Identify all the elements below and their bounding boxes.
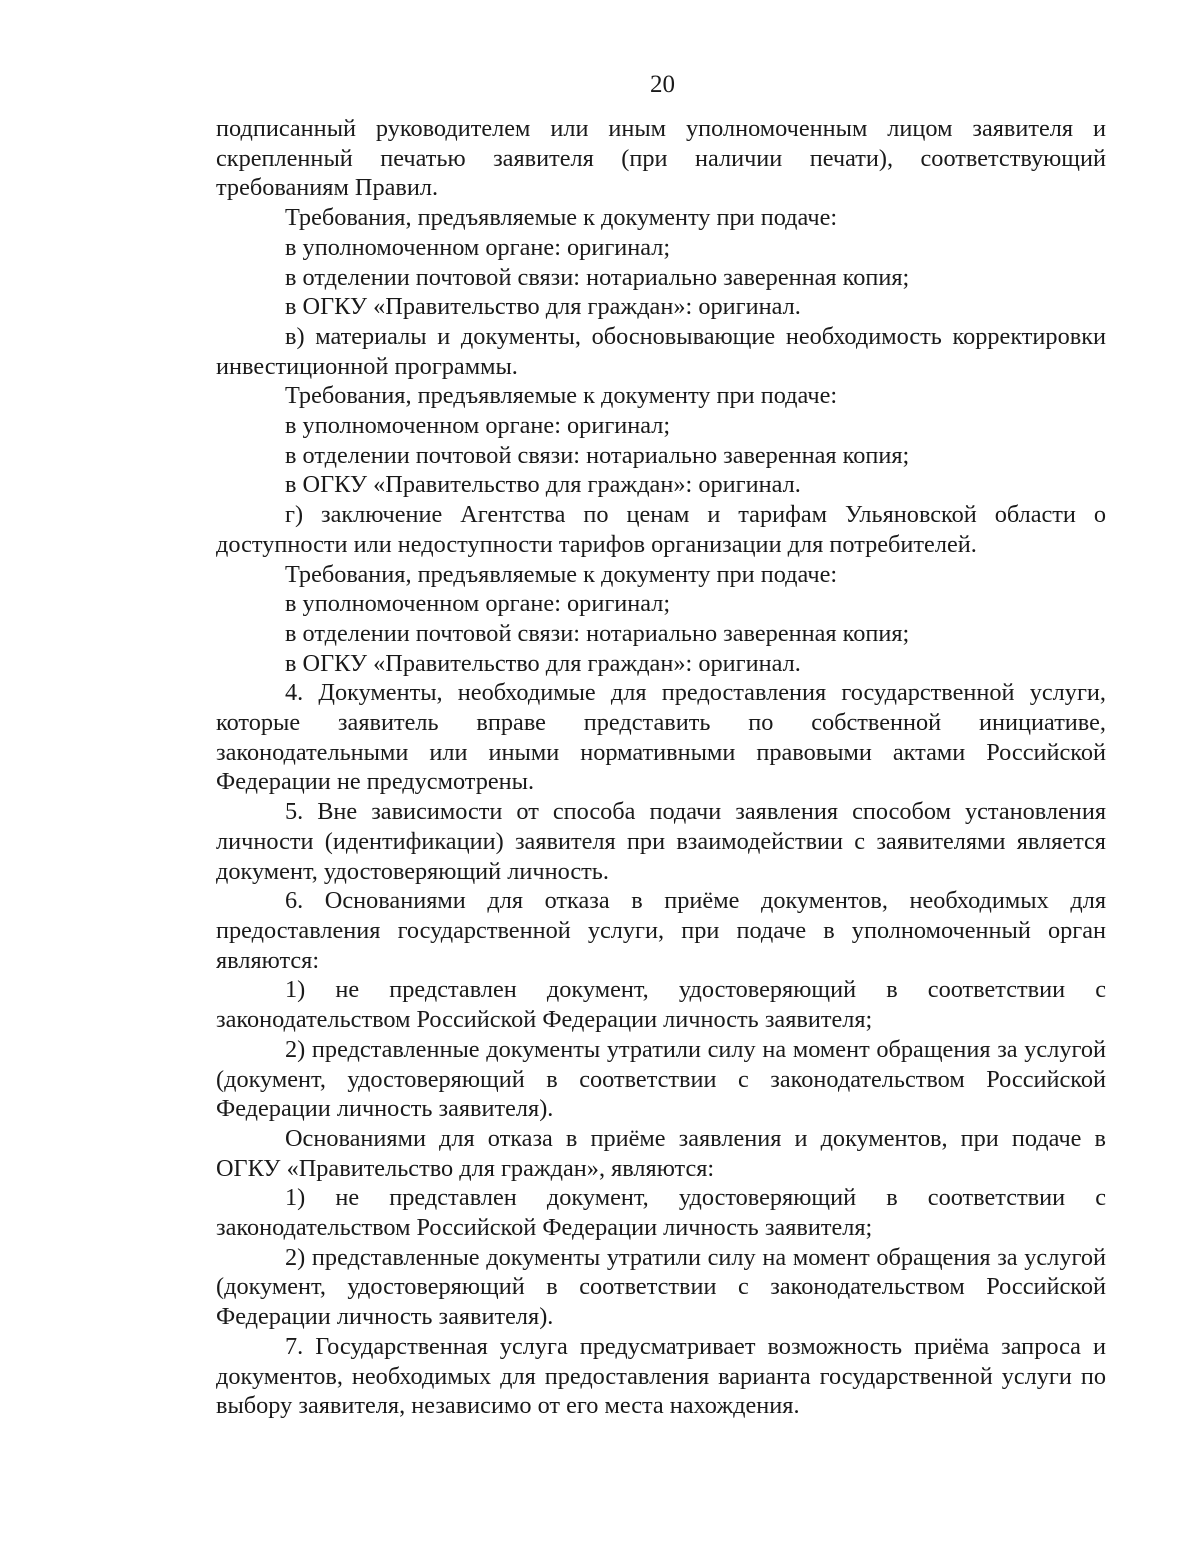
- paragraph-19: 1) не представлен документ, удостоверяющий в соответствии с законодательством Российской Федерации личность заявителя;: [216, 976, 1106, 1034]
- paragraph-22: 1) не представлен документ, удостоверяющий в соответствии с законодательством Российской Федерации личность заявителя;: [216, 1184, 1106, 1242]
- paragraph-17: 5. Вне зависимости от способа подачи заявления способом установления личности (идентификации) заявителя при взаимодействии с заявителями является документ, удостоверяющий личность.: [216, 798, 1106, 885]
- paragraph-6: в) материалы и документы, обосновывающие необходимость корректировки инвестиционной программы.: [216, 322, 1106, 380]
- paragraph-5: в ОГКУ «Правительство для граждан»: оригинал.: [285, 293, 801, 321]
- paragraph-2: Требования, предъявляемые к документу при подаче:: [285, 204, 838, 232]
- paragraph-11: г) заключение Агентства по ценам и тарифам Ульяновской области о доступности или недоступности тарифов организации для потребителей.: [216, 501, 1106, 558]
- paragraph-24: 7. Государственная услуга предусматривает возможность приёма запроса и документов, необходимых для предоставления варианта государственной услуги по выбору заявителя, независимо от его места нахождения.: [216, 1332, 1106, 1420]
- paragraph-18: 6. Основаниями для отказа в приёме документов, необходимых для предоставления государственной услуги, при подаче в уполномоченный орган являются:: [216, 887, 1106, 974]
- paragraph-1: подписанный руководителем или иным уполномоченным лицом заявителя и скрепленный печатью заявителя (при наличии печати), соответствующий требованиям Правил.: [216, 115, 1106, 202]
- paragraph-13: в уполномоченном органе: оригинал;: [285, 590, 671, 618]
- paragraph-4: в отделении почтовой связи: нотариально заверенная копия;: [285, 263, 910, 291]
- paragraph-23: 2) представленные документы утратили силу на момент обращения за услугой (документ, удостоверяющий в соответствии с законодательством Российской Федерации личность заявителя).: [216, 1243, 1106, 1331]
- paragraph-3: в уполномоченном органе: оригинал;: [285, 233, 671, 261]
- paragraph-9: в отделении почтовой связи: нотариально заверенная копия;: [285, 441, 910, 469]
- paragraph-15: в ОГКУ «Правительство для граждан»: оригинал.: [285, 649, 801, 677]
- paragraph-14: в отделении почтовой связи: нотариально заверенная копия;: [285, 619, 910, 647]
- page-number: 20: [650, 71, 675, 98]
- paragraph-12: Требования, предъявляемые к документу при подаче:: [285, 560, 838, 588]
- paragraph-8: в уполномоченном органе: оригинал;: [285, 412, 671, 440]
- paragraph-20: 2) представленные документы утратили силу на момент обращения за услугой (документ, удостоверяющий в соответствии с законодательством Российской Федерации личность заявителя).: [216, 1035, 1106, 1123]
- document-body: [216, 114, 1106, 1421]
- paragraph-7: Требования, предъявляемые к документу при подаче:: [285, 382, 838, 410]
- paragraph-21: Основаниями для отказа в приёме заявления и документов, при подаче в ОГКУ «Правительство для граждан», являются:: [216, 1124, 1106, 1182]
- paragraph-10: в ОГКУ «Правительство для граждан»: оригинал.: [285, 471, 801, 499]
- paragraph-16: 4. Документы, необходимые для предоставления государственной услуги, которые заявитель вправе представить по собственной инициативе, законодательными или иными нормативными правовыми актами Российской Федерации не предусмотрены.: [216, 679, 1106, 796]
